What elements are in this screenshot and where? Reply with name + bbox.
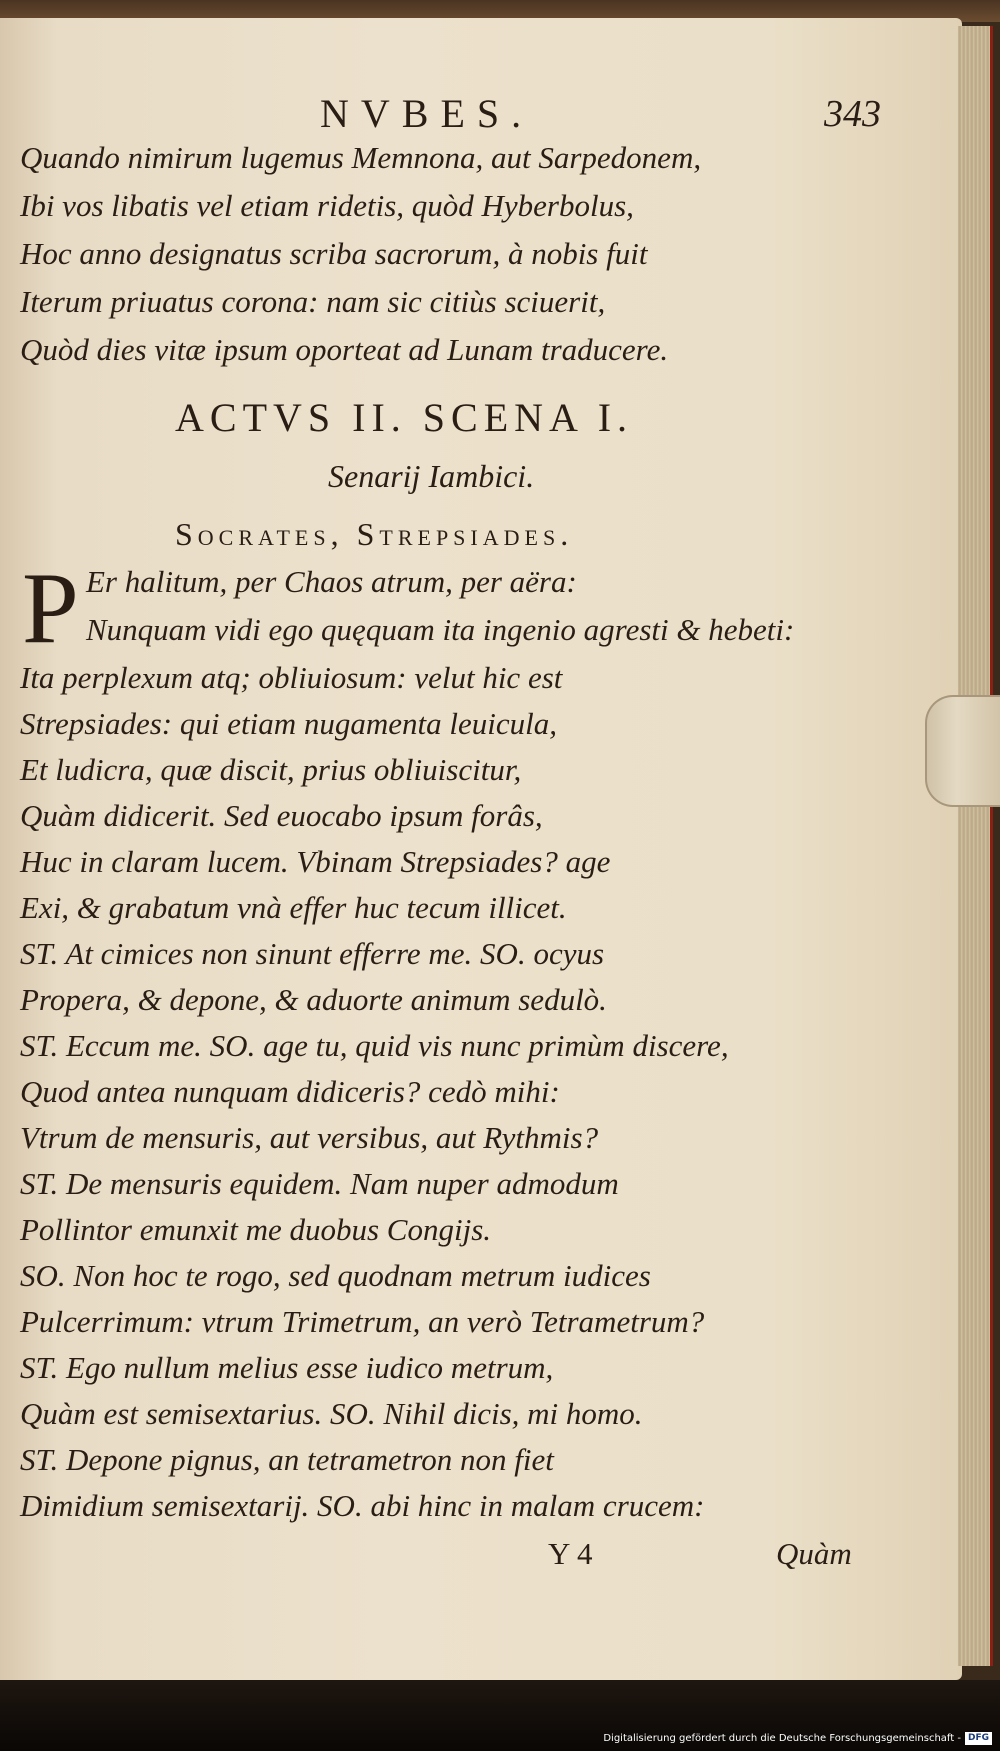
verse-line: Quod antea nunquam didiceris? cedò mihi: [20,1074,560,1109]
act-scene-heading: ACTVS II. SCENA I. [175,395,634,440]
verse-line: Exi, & grabatum vnà effer huc tecum illicet. [20,890,567,925]
verse-line: Vtrum de mensuris, aut versibus, aut Rythmis? [20,1120,599,1155]
dfg-logo: DFG [965,1732,992,1745]
verse-line: Ibi vos libatis vel etiam ridetis, quòd Hyberbolus, [20,188,634,223]
verse-line: Pollintor emunxit me duobus Congijs. [20,1212,492,1247]
verse-line: Dimidium semisextarij. SO. abi hinc in malam crucem: [20,1488,705,1523]
verse-line: Huc in claram lucem. Vbinam Strepsiades? age [20,844,611,879]
scan-bottom-band [0,1680,1000,1751]
verse-line: Ita perplexum atq; obliuiosum: velut hic est [20,660,563,695]
verse-line: Iterum priuatus corona: nam sic citiùs sciuerit, [20,284,606,319]
verse-line: ST. De mensuris equidem. Nam nuper admodum [20,1166,619,1201]
verse-line: Quòd dies vitæ ipsum oporteat ad Lunam traducere. [20,332,669,367]
verse-line: Er halitum, per Chaos atrum, per aëra: [86,564,577,599]
verse-line: Quàm est semisextarius. SO. Nihil dicis, mi homo. [20,1396,643,1431]
credit-text: Digitalisierung gefördert durch die Deutsche Forschungsgemeinschaft - [603,1732,961,1744]
verse-line: ST. Eccum me. SO. age tu, quid vis nunc primùm discere, [20,1028,729,1063]
verse-line: SO. Non hoc te rogo, sed quodnam metrum iudices [20,1258,651,1293]
page-fore-edge [958,26,993,1666]
verse-line: Hoc anno designatus scriba sacrorum, à nobis fuit [20,236,648,271]
verse-line: Et ludicra, quæ discit, prius obliuiscitur, [20,752,522,787]
drop-cap: P [22,552,79,665]
verse-line: Strepsiades: qui etiam nugamenta leuicula, [20,706,557,741]
page-number: 343 [824,93,881,135]
verse-line: ST. At cimices non sinunt efferre me. SO. ocyus [20,936,605,971]
verse-line: ST. Ego nullum melius esse iudico metrum, [20,1350,554,1385]
speakers-heading: Socrates, Strepsiades. [175,516,574,552]
running-title: NVBES. [320,91,534,136]
verse-line: Quando nimirum lugemus Memnona, aut Sarpedonem, [20,140,702,175]
verse-line: Propera, & depone, & aduorte animum sedulò. [20,982,607,1017]
verse-line: Pulcerrimum: vtrum Trimetrum, an verò Tetrametrum? [20,1304,705,1339]
verse-line: Nunquam vidi ego quęquam ita ingenio agresti & hebeti: [86,612,795,647]
verse-line: Quàm didicerit. Sed euocabo ipsum forâs, [20,798,543,833]
digitization-credit [603,1731,992,1745]
meter-heading: Senarij Iambici. [328,458,535,494]
signature-mark: Y 4 [548,1536,593,1571]
catchword: Quàm [776,1536,852,1571]
verse-line: ST. Depone pignus, an tetrametron non fiet [20,1442,554,1477]
